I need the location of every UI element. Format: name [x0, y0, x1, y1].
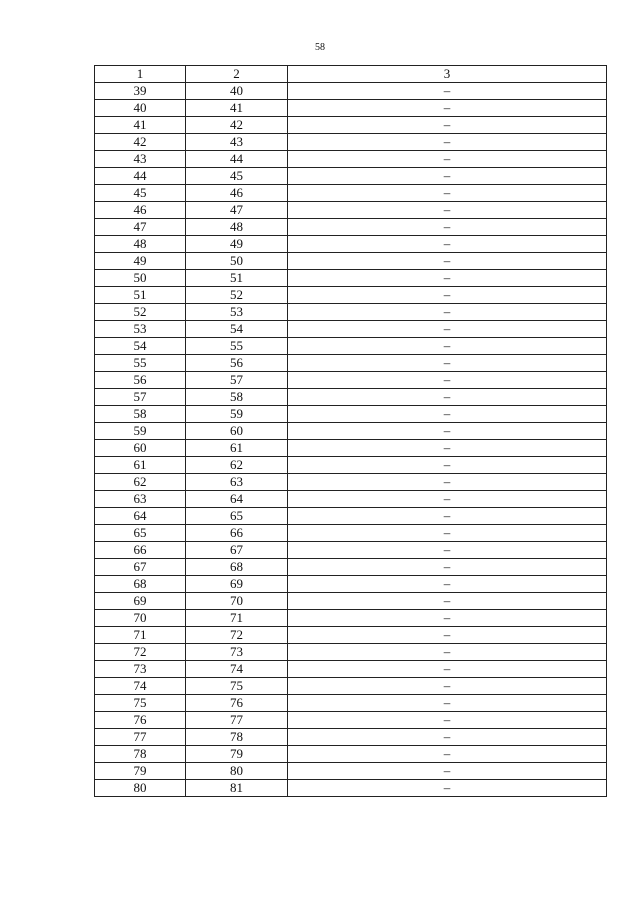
table-cell-col-2: 78: [186, 729, 288, 746]
table-cell-col-2: 40: [186, 83, 288, 100]
table-cell-col-1: 55: [95, 355, 186, 372]
table-row: [95, 763, 607, 780]
table-row: [95, 542, 607, 559]
table-row: [95, 576, 607, 593]
table-cell-col-2: 56: [186, 355, 288, 372]
table-cell-col-1: 57: [95, 389, 186, 406]
table-cell-col-1: 49: [95, 253, 186, 270]
table-cell-col-3: –: [288, 678, 607, 695]
page-number: 58: [315, 42, 325, 53]
table-cell-col-1: 52: [95, 304, 186, 321]
table-cell-col-3: –: [288, 712, 607, 729]
table-cell-col-3: –: [288, 253, 607, 270]
table-cell-col-2: 64: [186, 491, 288, 508]
table-cell-col-3: –: [288, 457, 607, 474]
table-cell-col-1: 60: [95, 440, 186, 457]
table-cell-col-3: –: [288, 576, 607, 593]
table-cell-col-3: –: [288, 287, 607, 304]
column-header-1: 1: [95, 66, 186, 83]
table-cell-col-1: 71: [95, 627, 186, 644]
table-cell-col-2: 62: [186, 457, 288, 474]
table-cell-col-1: 73: [95, 661, 186, 678]
table-cell-col-2: 41: [186, 100, 288, 117]
table-cell-col-2: 76: [186, 695, 288, 712]
table-cell-col-3: –: [288, 474, 607, 491]
table-cell-col-3: –: [288, 423, 607, 440]
table-cell-col-2: 48: [186, 219, 288, 236]
table-cell-col-1: 61: [95, 457, 186, 474]
table-cell-col-2: 79: [186, 746, 288, 763]
table-row: [95, 287, 607, 304]
table-row: [95, 338, 607, 355]
table-cell-col-2: 49: [186, 236, 288, 253]
table-cell-col-3: –: [288, 695, 607, 712]
table-cell-col-1: 65: [95, 525, 186, 542]
table-cell-col-2: 70: [186, 593, 288, 610]
table-cell-col-1: 75: [95, 695, 186, 712]
table-cell-col-3: –: [288, 610, 607, 627]
table-cell-col-1: 72: [95, 644, 186, 661]
table-cell-col-3: –: [288, 542, 607, 559]
table-cell-col-2: 58: [186, 389, 288, 406]
table-cell-col-3: –: [288, 355, 607, 372]
table-cell-col-3: –: [288, 389, 607, 406]
table-row: [95, 219, 607, 236]
table-cell-col-2: 80: [186, 763, 288, 780]
table-cell-col-1: 44: [95, 168, 186, 185]
table-cell-col-2: 77: [186, 712, 288, 729]
table-cell-col-3: –: [288, 763, 607, 780]
table-cell-col-1: 80: [95, 780, 186, 797]
table-cell-col-3: –: [288, 729, 607, 746]
table-row: [95, 202, 607, 219]
table-cell-col-1: 41: [95, 117, 186, 134]
table-row: [95, 457, 607, 474]
table-cell-col-3: –: [288, 440, 607, 457]
table-cell-col-1: 51: [95, 287, 186, 304]
table-cell-col-1: 69: [95, 593, 186, 610]
table-cell-col-1: 45: [95, 185, 186, 202]
table-cell-col-1: 59: [95, 423, 186, 440]
table-body: [95, 83, 607, 797]
table-cell-col-1: 67: [95, 559, 186, 576]
table-cell-col-2: 72: [186, 627, 288, 644]
table-cell-col-2: 65: [186, 508, 288, 525]
table-cell-col-1: 42: [95, 134, 186, 151]
table-cell-col-3: –: [288, 661, 607, 678]
table-cell-col-1: 56: [95, 372, 186, 389]
table-row: [95, 406, 607, 423]
table-cell-col-2: 54: [186, 321, 288, 338]
table-cell-col-3: –: [288, 185, 607, 202]
table-cell-col-2: 71: [186, 610, 288, 627]
table-cell-col-3: –: [288, 151, 607, 168]
table-cell-col-3: –: [288, 100, 607, 117]
table-cell-col-3: –: [288, 508, 607, 525]
table-row: [95, 695, 607, 712]
table-cell-col-2: 68: [186, 559, 288, 576]
table-cell-col-2: 51: [186, 270, 288, 287]
table-cell-col-1: 79: [95, 763, 186, 780]
table-row: [95, 372, 607, 389]
table-cell-col-3: –: [288, 117, 607, 134]
table-cell-col-1: 63: [95, 491, 186, 508]
table-cell-col-1: 74: [95, 678, 186, 695]
table-cell-col-2: 73: [186, 644, 288, 661]
table-cell-col-1: 48: [95, 236, 186, 253]
table-cell-col-2: 66: [186, 525, 288, 542]
table-header-row: [95, 66, 607, 83]
table-cell-col-2: 69: [186, 576, 288, 593]
table-cell-col-3: –: [288, 491, 607, 508]
table-row: [95, 525, 607, 542]
table-row: [95, 712, 607, 729]
column-header-3: 3: [288, 66, 607, 83]
table-cell-col-1: 53: [95, 321, 186, 338]
table-row: [95, 423, 607, 440]
table-cell-col-1: 77: [95, 729, 186, 746]
table-row: [95, 168, 607, 185]
table-cell-col-2: 52: [186, 287, 288, 304]
table-cell-col-2: 43: [186, 134, 288, 151]
table-row: [95, 253, 607, 270]
table-cell-col-1: 78: [95, 746, 186, 763]
table-row: [95, 610, 607, 627]
table-cell-col-2: 42: [186, 117, 288, 134]
table-row: [95, 508, 607, 525]
table-cell-col-3: –: [288, 338, 607, 355]
table-cell-col-2: 59: [186, 406, 288, 423]
table-row: [95, 236, 607, 253]
table-row: [95, 321, 607, 338]
table-cell-col-2: 47: [186, 202, 288, 219]
table-row: [95, 678, 607, 695]
table-cell-col-2: 55: [186, 338, 288, 355]
table-cell-col-1: 58: [95, 406, 186, 423]
table-cell-col-2: 44: [186, 151, 288, 168]
table-cell-col-1: 62: [95, 474, 186, 491]
table-cell-col-2: 53: [186, 304, 288, 321]
table-row: [95, 627, 607, 644]
table-cell-col-3: –: [288, 644, 607, 661]
table-row: [95, 474, 607, 491]
table-row: [95, 780, 607, 797]
table-cell-col-3: –: [288, 270, 607, 287]
table-cell-col-3: –: [288, 559, 607, 576]
table-cell-col-1: 54: [95, 338, 186, 355]
table-cell-col-3: –: [288, 525, 607, 542]
table-cell-col-2: 61: [186, 440, 288, 457]
table-cell-col-2: 63: [186, 474, 288, 491]
table-cell-col-2: 67: [186, 542, 288, 559]
table-cell-col-1: 68: [95, 576, 186, 593]
table-cell-col-1: 43: [95, 151, 186, 168]
table-row: [95, 389, 607, 406]
table-row: [95, 491, 607, 508]
table-cell-col-3: –: [288, 780, 607, 797]
table-cell-col-3: –: [288, 372, 607, 389]
table-cell-col-2: 50: [186, 253, 288, 270]
table-cell-col-1: 50: [95, 270, 186, 287]
table-row: [95, 559, 607, 576]
table-cell-col-3: –: [288, 134, 607, 151]
table-cell-col-3: –: [288, 202, 607, 219]
table-cell-col-2: 81: [186, 780, 288, 797]
table-row: [95, 440, 607, 457]
table-row: [95, 593, 607, 610]
table-cell-col-3: –: [288, 321, 607, 338]
table-cell-col-3: –: [288, 304, 607, 321]
table-row: [95, 746, 607, 763]
table-cell-col-1: 66: [95, 542, 186, 559]
table-row: [95, 185, 607, 202]
table-cell-col-3: –: [288, 219, 607, 236]
table-cell-col-1: 64: [95, 508, 186, 525]
table-cell-col-2: 75: [186, 678, 288, 695]
table-cell-col-3: –: [288, 593, 607, 610]
table-cell-col-2: 45: [186, 168, 288, 185]
table-header: [95, 66, 607, 83]
data-table: [94, 65, 607, 797]
table-row: [95, 83, 607, 100]
table-cell-col-2: 57: [186, 372, 288, 389]
table-cell-col-3: –: [288, 406, 607, 423]
table-cell-col-3: –: [288, 746, 607, 763]
table-cell-col-3: –: [288, 627, 607, 644]
table-row: [95, 729, 607, 746]
table-cell-col-3: –: [288, 83, 607, 100]
table-row: [95, 661, 607, 678]
table-cell-col-2: 74: [186, 661, 288, 678]
table-cell-col-1: 39: [95, 83, 186, 100]
table-cell-col-1: 40: [95, 100, 186, 117]
table-cell-col-1: 76: [95, 712, 186, 729]
table-row: [95, 304, 607, 321]
table-row: [95, 117, 607, 134]
table-row: [95, 644, 607, 661]
table-row: [95, 355, 607, 372]
table-row: [95, 270, 607, 287]
table-cell-col-2: 46: [186, 185, 288, 202]
table-row: [95, 100, 607, 117]
table-cell-col-1: 46: [95, 202, 186, 219]
table-row: [95, 151, 607, 168]
column-header-2: 2: [186, 66, 288, 83]
table-cell-col-1: 47: [95, 219, 186, 236]
table-cell-col-3: –: [288, 236, 607, 253]
table-cell-col-1: 70: [95, 610, 186, 627]
table-cell-col-3: –: [288, 168, 607, 185]
table-row: [95, 134, 607, 151]
table-cell-col-2: 60: [186, 423, 288, 440]
